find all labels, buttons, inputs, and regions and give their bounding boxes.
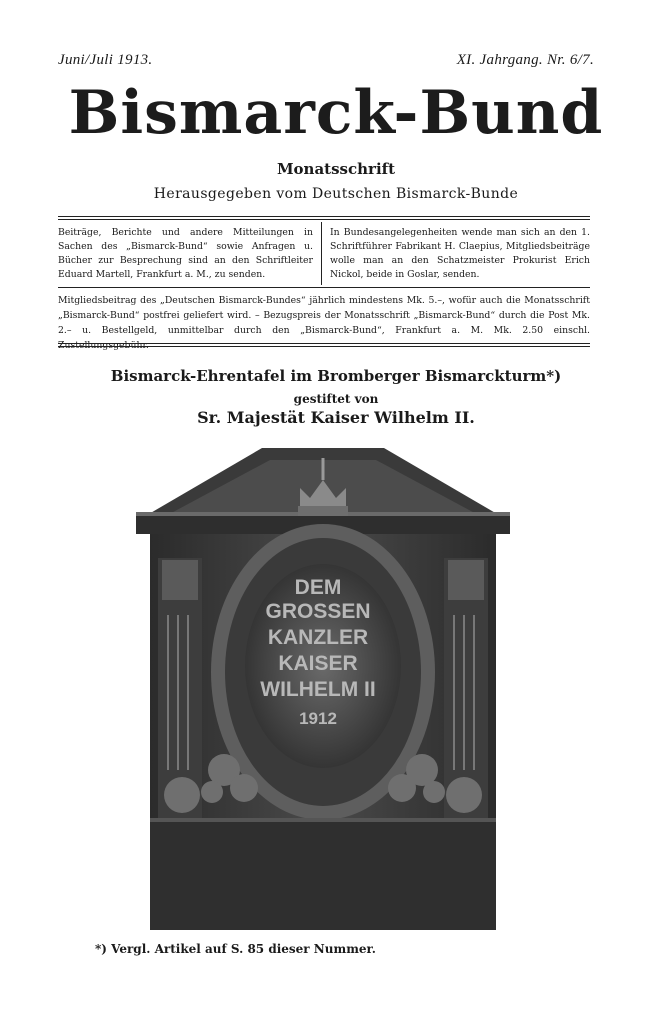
masthead-subtitle: Monatsschrift [276, 160, 396, 178]
plaque-line: GROSSEN [265, 600, 371, 623]
plaque-line: KANZLER [267, 626, 369, 649]
divider [58, 287, 590, 288]
divider [58, 343, 590, 344]
footnote: *) Vergl. Artikel auf S. 85 dieser Nummer. [95, 942, 376, 956]
masthead-editor-line: Herausgegeben vom Deutschen Bismarck-Bunde [153, 186, 519, 202]
article-dedication: Sr. Majestät Kaiser Wilhelm II. [197, 408, 475, 427]
editorial-notice: Beiträge, Berichte und andere Mitteilungen in Sachen des „Bismarck-Bund“ sowie Anfragen u. Bücher zur Besprechung sind an den Schriftleiter Eduard Martell, Frankfurt a. M., zu senden. [58, 227, 313, 280]
membership-notice: In Bundesangelegenheiten wende man sich an den 1. Schriftführer Fabrikant H. Claepius, Mitgliedsbeiträge wolle man an den Schatzmeister Prokurist Erich Nickol, beide in Goslar, senden. [330, 227, 590, 280]
divider [58, 216, 590, 217]
plaque-line: 1912 [299, 709, 337, 728]
divider [58, 219, 590, 220]
issue-number: XI. Jahrgang. Nr. 6/7. [456, 52, 594, 68]
masthead-title: Bismarck-Bund [68, 78, 604, 148]
plaque-line: DEM [294, 576, 342, 599]
plaque-photo [132, 440, 514, 930]
article-subheading: gestiftet von [293, 392, 379, 406]
plaque-line: KAISER [278, 652, 358, 675]
plaque-line: WILHELM II [260, 678, 376, 701]
divider [58, 346, 590, 347]
column-divider [321, 222, 322, 285]
article-heading: Bismarck-Ehrentafel im Bromberger Bismarckturm*) [110, 367, 562, 385]
issue-date: Juni/Juli 1913. [58, 52, 153, 68]
subscription-notice: Mitgliedsbeitrag des „Deutschen Bismarck-Bundes“ jährlich mindestens Mk. 5.–, wofür auch die Monatsschrift „Bismarck-Bund“ postfrei geliefert wird. – Bezugspreis der Monatsschrift „Bismarck-Bund“ durch die Post Mk. 2.– u. Bestellgeld, unmittelbar durch den „Bismarck-Bund“, Frankfurt a. M. Mk. 2.50 einschl. [58, 295, 590, 336]
